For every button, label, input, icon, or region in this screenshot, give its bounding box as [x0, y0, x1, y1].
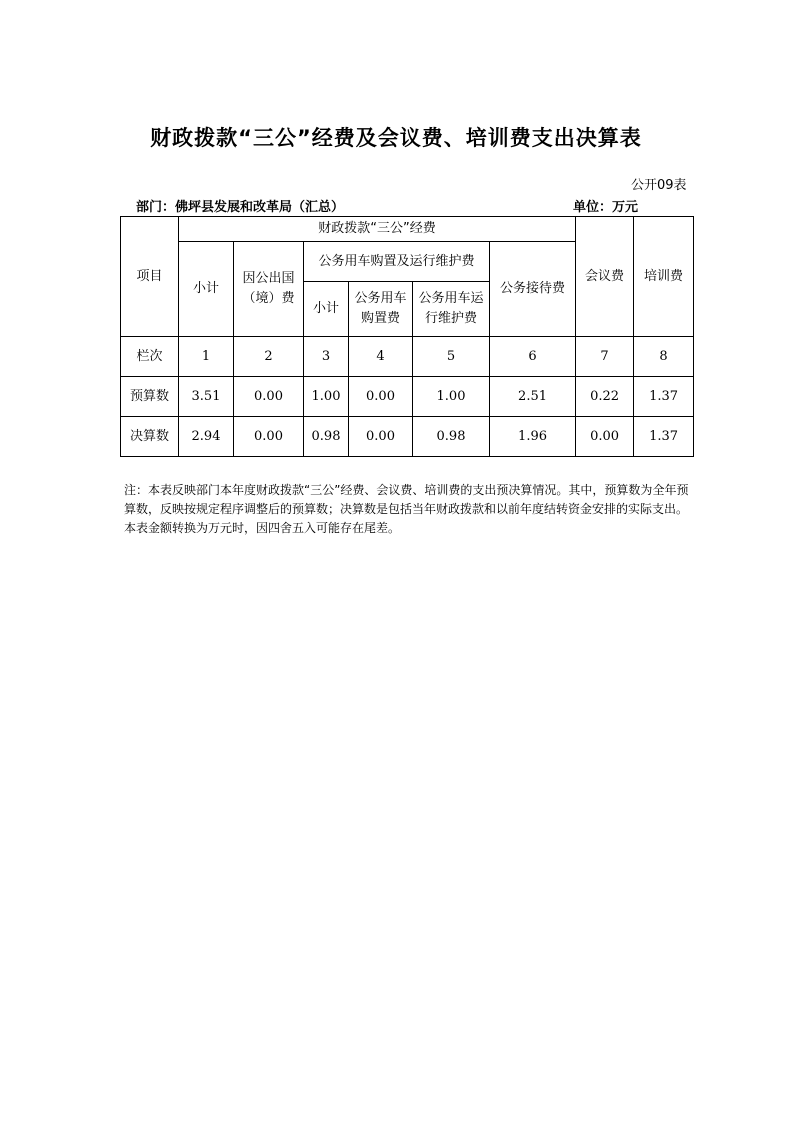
row-label: 决算数	[121, 417, 179, 457]
table-cell: 1.37	[634, 417, 694, 457]
table-row	[121, 337, 694, 377]
table-cell: 0.98	[304, 417, 349, 457]
row-label: 栏次	[121, 337, 179, 377]
table-cell: 0.00	[234, 417, 304, 457]
header-vehicle-subtotal: 小计	[304, 282, 349, 337]
table-cell: 0.00	[349, 417, 413, 457]
header-abroad: 因公出国（境）费	[234, 242, 304, 337]
header-subtotal: 小计	[179, 242, 234, 337]
header-vehicle-maint: 公务用车运行维护费	[413, 282, 490, 337]
header-vehicle-purchase: 公务用车购置费	[349, 282, 413, 337]
table-cell: 1	[179, 337, 234, 377]
table-cell: 6	[490, 337, 576, 377]
table-cell: 0.00	[349, 377, 413, 417]
table-cell: 3.51	[179, 377, 234, 417]
row-label: 预算数	[121, 377, 179, 417]
table-cell: 4	[349, 337, 413, 377]
table-cell: 2.51	[490, 377, 576, 417]
table-cell: 2.94	[179, 417, 234, 457]
table-cell: 7	[576, 337, 634, 377]
table-cell: 0.00	[234, 377, 304, 417]
table-cell: 3	[304, 337, 349, 377]
table-cell: 1.96	[490, 417, 576, 457]
table-cell: 2	[234, 337, 304, 377]
table-cell: 0.00	[576, 417, 634, 457]
table-cell: 5	[413, 337, 490, 377]
page-title: 财政拨款“三公”经费及会议费、培训费支出决算表	[150, 126, 642, 150]
table-cell: 0.98	[413, 417, 490, 457]
header-sangong: 财政拨款“三公”经费	[179, 217, 576, 242]
table-cell: 0.22	[576, 377, 634, 417]
table-cell: 1.00	[304, 377, 349, 417]
table-cell: 1.00	[413, 377, 490, 417]
unit-label: 单位：万元	[573, 200, 639, 215]
table-cell: 1.37	[634, 377, 694, 417]
header-meeting: 会议费	[576, 217, 634, 337]
header-vehicle: 公务用车购置及运行维护费	[304, 242, 490, 282]
header-reception: 公务接待费	[490, 242, 576, 337]
table-row	[121, 377, 694, 417]
department-label: 部门：佛坪县发展和改革局（汇总）	[136, 200, 345, 215]
expenditure-table	[120, 216, 694, 457]
header-training: 培训费	[634, 217, 694, 337]
table-cell: 8	[634, 337, 694, 377]
table-row	[121, 417, 694, 457]
header-item: 项目	[121, 217, 179, 337]
form-number: 公开09表	[631, 178, 687, 193]
footnote: 注：本表反映部门本年度财政拨款“三公”经费、会议费、培训费的支出预决算情况。其中，预算数为全年预算数，反映按规定程序调整后的预算数；决算数是包括当年财政拨款和以前年度结转资金安排的实际支出。本表金额转换为万元时，因四舍五入可能存在尾差。	[124, 483, 689, 535]
